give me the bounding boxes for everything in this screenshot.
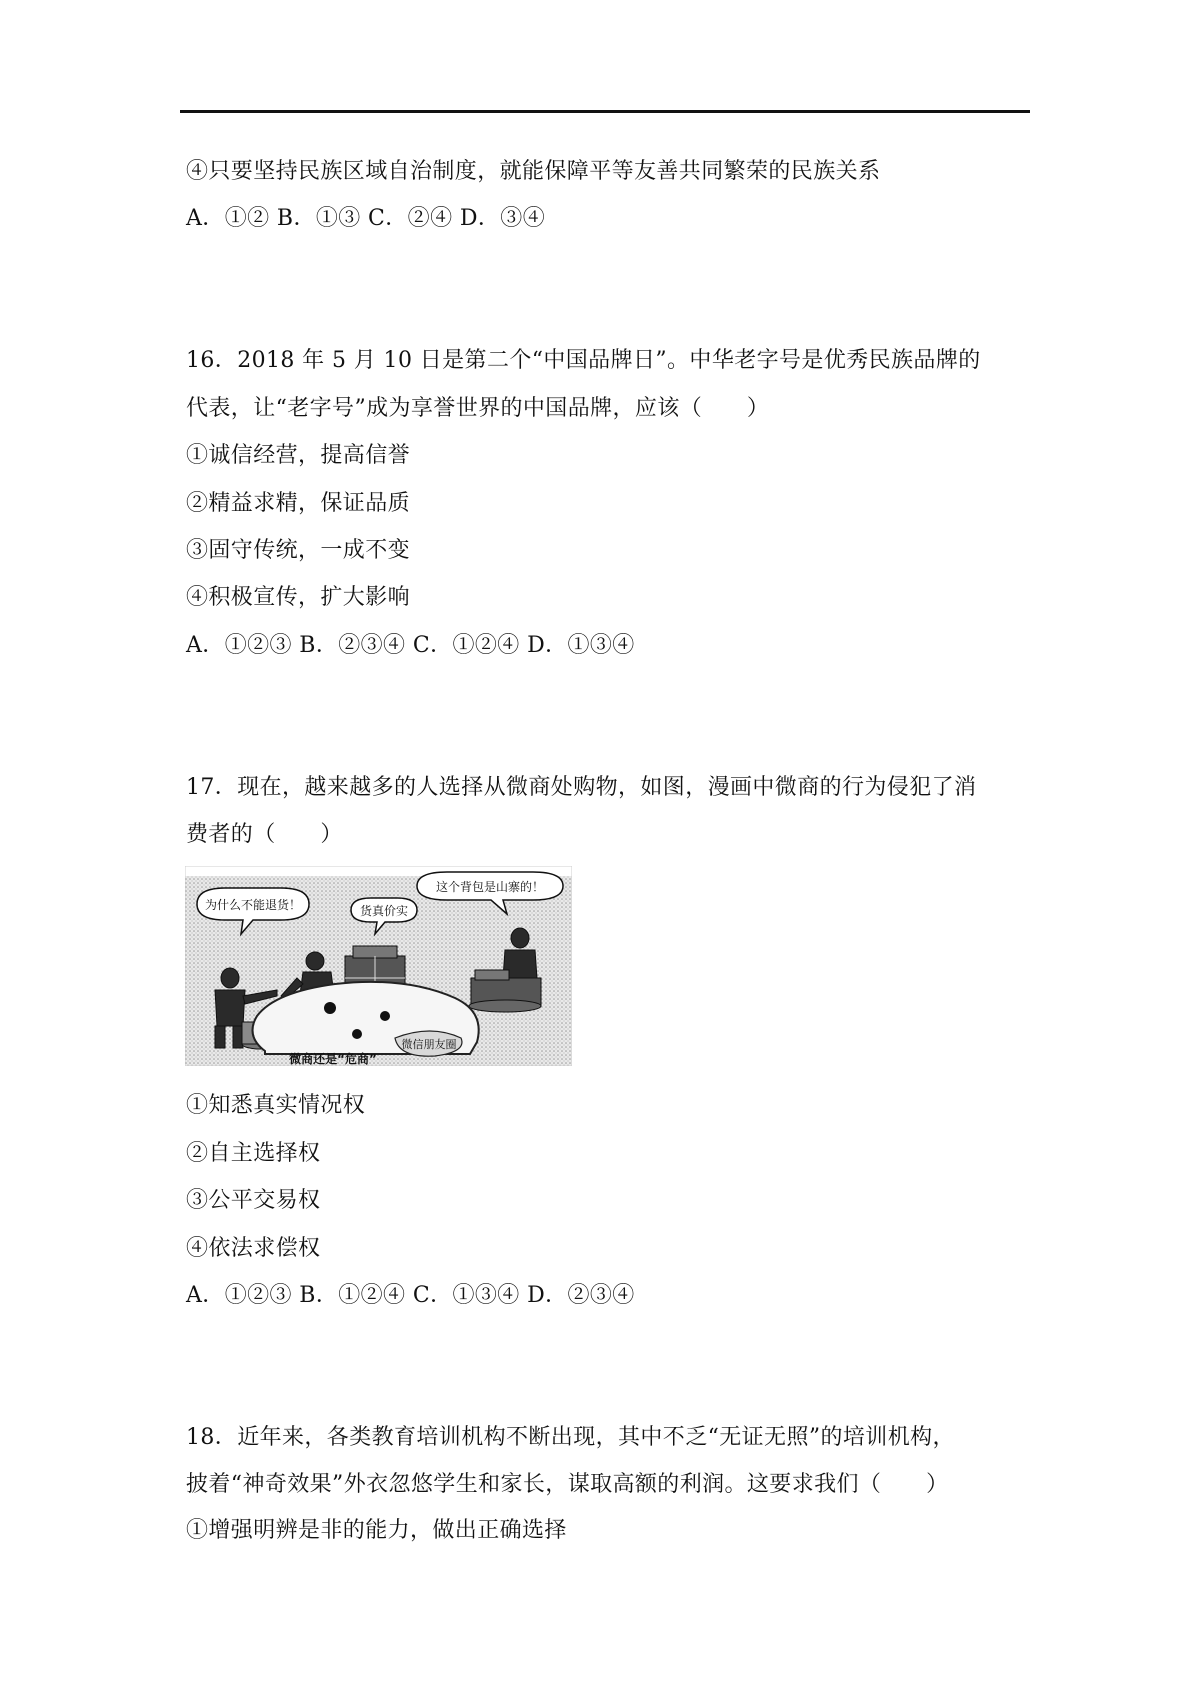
q16-stem-line-1: 16．2018 年 5 月 10 日是第二个“中国品牌日”。中华老字号是优秀民族品牌的 <box>186 348 981 373</box>
q17-option-2: ②自主选择权 <box>186 1141 321 1166</box>
bubble-left-text: 为什么不能退货！ <box>204 898 302 912</box>
q18-option-1: ①增强明辨是非的能力，做出正确选择 <box>186 1518 567 1543</box>
q16-option-2: ②精益求精，保证品质 <box>186 491 411 516</box>
q16-option-1: ①诚信经营，提高信誉 <box>186 443 411 468</box>
q16-option-3: ③固守传统，一成不变 <box>186 538 411 563</box>
q16-stem-line-2: 代表，让“老字号”成为享誉世界的中国品牌，应该（ ） <box>186 396 770 421</box>
mound-label-text: 微信朋友圈 <box>401 1038 457 1051</box>
header-rule <box>180 110 1030 113</box>
q18-stem-line-1: 18．近年来，各类教育培训机构不断出现，其中不乏“无证无照”的培训机构， <box>186 1425 955 1450</box>
q17-stem-line-2: 费者的（ ） <box>186 822 343 847</box>
q18-stem-line-2: 披着“神奇效果”外衣忽悠学生和家长，谋取高额的利润。这要求我们（ ） <box>186 1472 949 1497</box>
q17-choices: A．①②③ B．①②④ C．①③④ D．②③④ <box>186 1283 635 1308</box>
q17-option-1: ①知悉真实情况权 <box>186 1093 366 1118</box>
cartoon-caption: 微商还是“危商” <box>289 1052 377 1066</box>
q17-option-3: ③公平交易权 <box>186 1188 321 1213</box>
weishang-cartoon <box>185 866 572 1066</box>
q15-option-4: ④只要坚持民族区域自治制度，就能保障平等友善共同繁荣的民族关系 <box>186 159 881 184</box>
bubble-middle-text: 货真价实 <box>359 904 409 918</box>
bubble-right-text: 这个背包是山寨的！ <box>435 880 545 894</box>
q17-option-4: ④依法求偿权 <box>186 1236 321 1261</box>
q15-choices: A．①② B．①③ C．②④ D．③④ <box>186 206 546 231</box>
q16-option-4: ④积极宣传，扩大影响 <box>186 585 411 610</box>
q17-stem-line-1: 17．现在，越来越多的人选择从微商处购物，如图，漫画中微商的行为侵犯了消 <box>186 775 977 800</box>
q16-choices: A．①②③ B．②③④ C．①②④ D．①③④ <box>186 633 635 658</box>
